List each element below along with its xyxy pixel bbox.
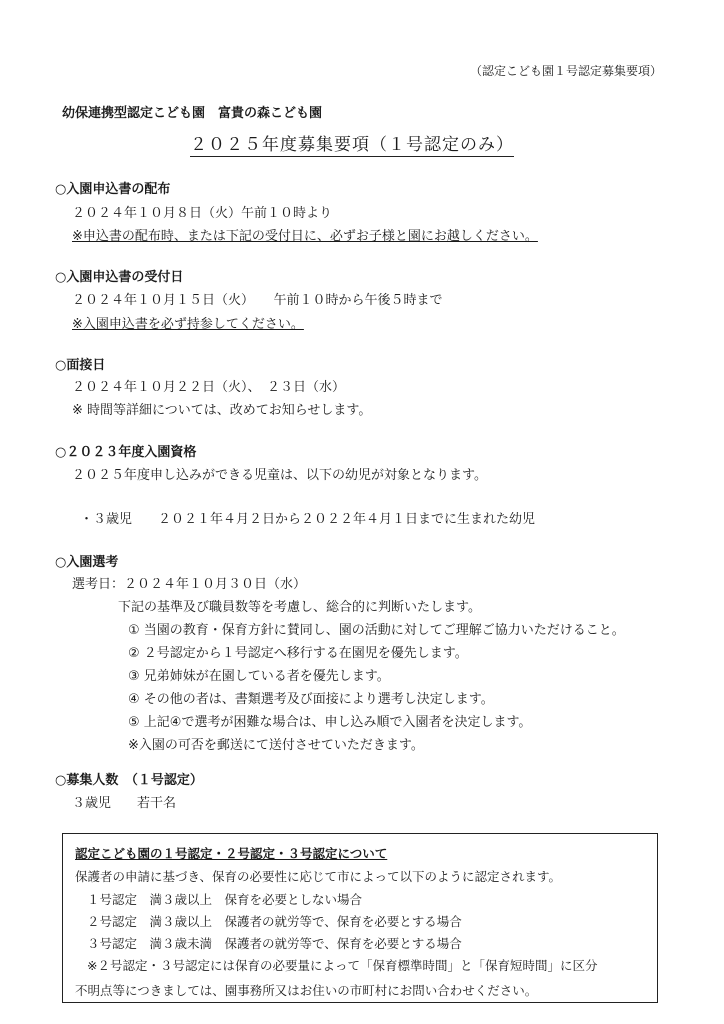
eligibility-intro: ２０２５年度申し込みができる児童は、以下の幼児が対象となります。 bbox=[72, 468, 487, 483]
interview-note: ※ 時間等詳細については、改めてお知らせします。 bbox=[72, 403, 372, 418]
reception-note: ※入園申込書を必ず持参してください。 bbox=[72, 317, 304, 332]
section-heading-reception: ○入園申込書の受付日 bbox=[55, 270, 184, 285]
selection-criterion: ① 当園の教育・保育方針に賛同し、園の活動に対してご理解ご協力いただけること。 bbox=[128, 623, 625, 638]
info-box-intro: 保護者の申請に基づき、保育の必要性に応じて市によって以下のように認定されます。 bbox=[75, 869, 562, 884]
info-box-title: 認定こども園の１号認定・２号認定・３号認定について bbox=[75, 846, 388, 861]
certification-type: ２号認定 満３歳以上 保護者の就労等で、保育を必要とする場合 bbox=[87, 914, 462, 929]
selection-note: ※入園の可否を郵送にて送付させていただきます。 bbox=[128, 738, 424, 753]
selection-date: 選考日：２０２４年１０月３０日（水） bbox=[72, 577, 307, 592]
distribution-note: ※申込書の配布時、または下記の受付日に、必ずお子様と園にお越しください。 bbox=[72, 229, 538, 244]
distribution-date: ２０２４年１０月８日（火）午前１０時より bbox=[72, 206, 333, 221]
certification-type: ３号認定 満３歳未満 保護者の就労等で、保育を必要とする場合 bbox=[87, 936, 462, 951]
selection-criterion: ② ２号認定から１号認定へ移行する在園児を優先します。 bbox=[128, 646, 468, 661]
capacity-count: ３歳児 若干名 bbox=[72, 796, 177, 811]
selection-criterion: ③ 兄弟姉妹が在園している者を優先します。 bbox=[128, 669, 390, 684]
selection-intro: 下記の基準及び職員数等を考慮し、総合的に判断いたします。 bbox=[118, 600, 481, 615]
info-box-contact: 不明点等につきましては、園事務所又はお住いの市町村にお問い合わせください。 bbox=[75, 983, 538, 998]
document-reference: （認定こども園１号認定募集要項） bbox=[470, 64, 663, 78]
section-heading-interview: ○面接日 bbox=[55, 358, 106, 373]
organization-name: 幼保連携型認定こども園 富貴の森こども園 bbox=[62, 106, 323, 121]
eligibility-item: ・３歳児 ２０２１年４月２日から２０２２年４月１日までに生まれた幼児 bbox=[80, 512, 536, 527]
info-box-note: ※２号認定・３号認定には保育の必要量によって「保育標準時間」と「保育短時間」に区分 bbox=[87, 958, 598, 973]
section-heading-distribution: ○入園申込書の配布 bbox=[55, 182, 171, 197]
certification-info-box bbox=[62, 833, 658, 1003]
certification-type: １号認定 満３歳以上 保育を必要としない場合 bbox=[87, 892, 363, 907]
page-title: ２０２５年度募集要項（１号認定のみ） bbox=[190, 130, 514, 157]
section-heading-eligibility: ○２０２３年度入園資格 bbox=[55, 445, 197, 460]
reception-date: ２０２４年１０月１５日（火） 午前１０時から午後５時まで bbox=[72, 293, 443, 308]
selection-criterion: ⑤ 上記④で選考が困難な場合は、申し込み順で入園者を決定します。 bbox=[128, 715, 532, 730]
section-heading-selection: ○入園選考 bbox=[55, 555, 119, 570]
interview-dates: ２０２４年１０月２２日（火）、 ２３日（水） bbox=[72, 380, 346, 395]
section-heading-capacity: ○募集人数 （１号認定） bbox=[55, 773, 203, 788]
selection-criterion: ④ その他の者は、書類選考及び面接により選考し決定します。 bbox=[128, 692, 494, 707]
